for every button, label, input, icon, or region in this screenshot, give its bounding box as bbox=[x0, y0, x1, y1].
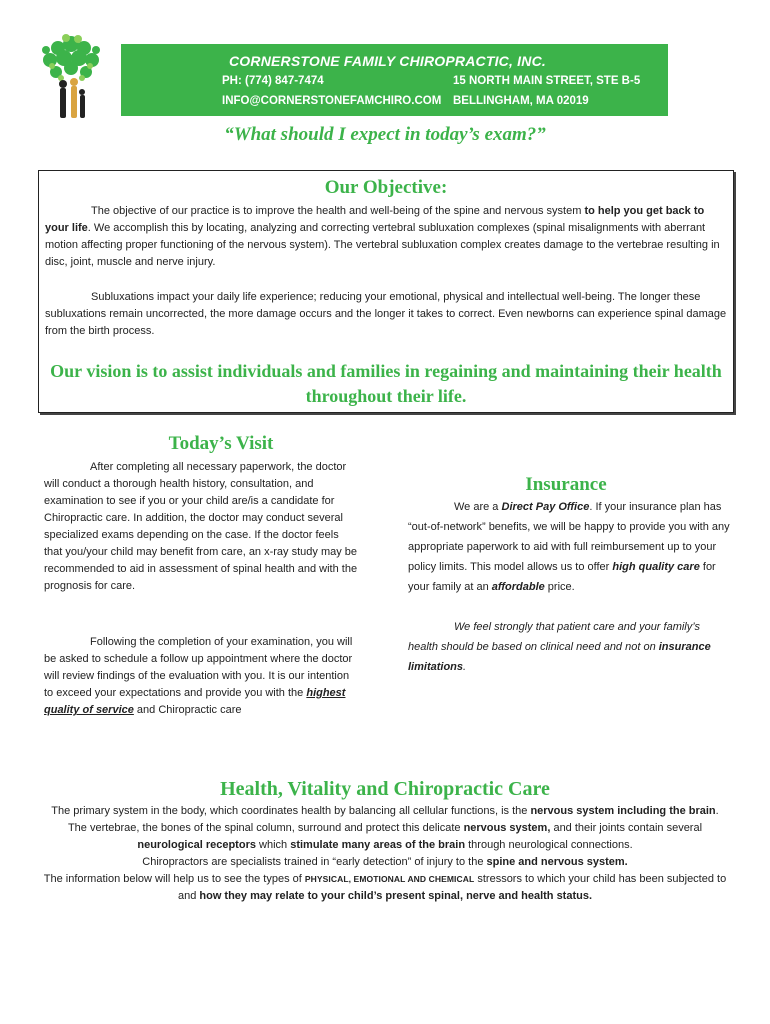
visit-paragraph-2: Following the completion of your examination, you will be asked to schedule a follow up appointment where the doctor will review findings of the evaluation with you. It is our intention to exceed your expectations and provide you with the highest quality of service and Chiropractic care bbox=[44, 636, 353, 716]
street-address: 15 NORTH MAIN STREET, STE B-5 bbox=[453, 75, 641, 87]
tree-family-logo bbox=[36, 30, 106, 120]
objective-box bbox=[38, 170, 734, 413]
todays-visit-title: Today’s Visit bbox=[168, 433, 274, 454]
health-line-2: The vertebrae, the bones of the spinal column, surround and protect this delicate nervous system, and their joints contain several neurological receptors which stimulate many areas of the brain through neurological connections. bbox=[67, 822, 703, 851]
insurance-paragraph-2: We feel strongly that patient care and your family’s health should be based on clinical need and not on insurance limitations. bbox=[408, 621, 711, 673]
health-line-3: Chiropractors are specialists trained in “early detection” of injury to the spine and nervous system. bbox=[142, 856, 628, 868]
insurance-paragraph-1: We are a Direct Pay Office. If your insurance plan has “out-of-network” benefits, we will be happy to provide you with any appropriate paperwork to aid with full reimbursement up to your policy limits. This model allows us to offer high quality care for your family at an affordable price. bbox=[408, 501, 730, 593]
clinic-name: CORNERSTONE FAMILY CHIROPRACTIC, INC. bbox=[229, 53, 546, 69]
exam-question-heading: “What should I expect in today’s exam?” bbox=[224, 124, 546, 145]
objective-title: Our Objective: bbox=[324, 177, 448, 198]
city-address: BELLINGHAM, MA 02019 bbox=[453, 95, 589, 107]
email-address: INFO@CORNERSTONEFAMCHIRO.COM bbox=[222, 95, 442, 107]
health-line-4: The information below will help us to see the types of PHYSICAL, EMOTIONAL AND CHEMICAL stressors to which your child has been subjected to and how they may relate to your child’s present spinal, nerve and health status. bbox=[43, 873, 727, 902]
objective-paragraph-2: Subluxations impact your daily life experience; reducing your emotional, physical and intellectual well-being. The longer these subluxations remain uncorrected, the more damage occurs and the longer it takes to correct. Even newborns can experience spinal damage from the birth process. bbox=[45, 291, 727, 337]
health-line-1: The primary system in the body, which coordinates health by balancing all cellular functions, is the nervous system including the brain. bbox=[51, 805, 719, 817]
visit-paragraph-1: After completing all necessary paperwork, the doctor will conduct a thorough health history, consultation, and examination to see if you or your child are/is a candidate for Chiropractic care. In addition, the doctor may conduct several specialized exams depending on the case. If the doctor feels that you/your child may benefit from care, an x-ray study may be recommended to aid in assessment of spinal health and with the prognosis for care. bbox=[44, 461, 358, 592]
vision-statement: Our vision is to assist individuals and families in regaining and maintaining their health throughout their life. bbox=[50, 361, 722, 406]
health-vitality-title: Health, Vitality and Chiropractic Care bbox=[220, 778, 550, 800]
objective-paragraph-1: The objective of our practice is to improve the health and well-being of the spine and nervous system to help you get back to your life. We accomplish this by locating, analyzing and correcting vertebral subluxation complexes (spinal misalignments with aberrant motion affecting proper functioning of the nervous system). The vertebral subluxation complex creates damage to the vertebrae resulting in disc, joint, muscle and nerve injury. bbox=[45, 205, 720, 268]
health-vitality-text bbox=[40, 803, 730, 905]
insurance-title: Insurance bbox=[525, 474, 607, 495]
phone-number: PH: (774) 847-7474 bbox=[222, 75, 324, 87]
